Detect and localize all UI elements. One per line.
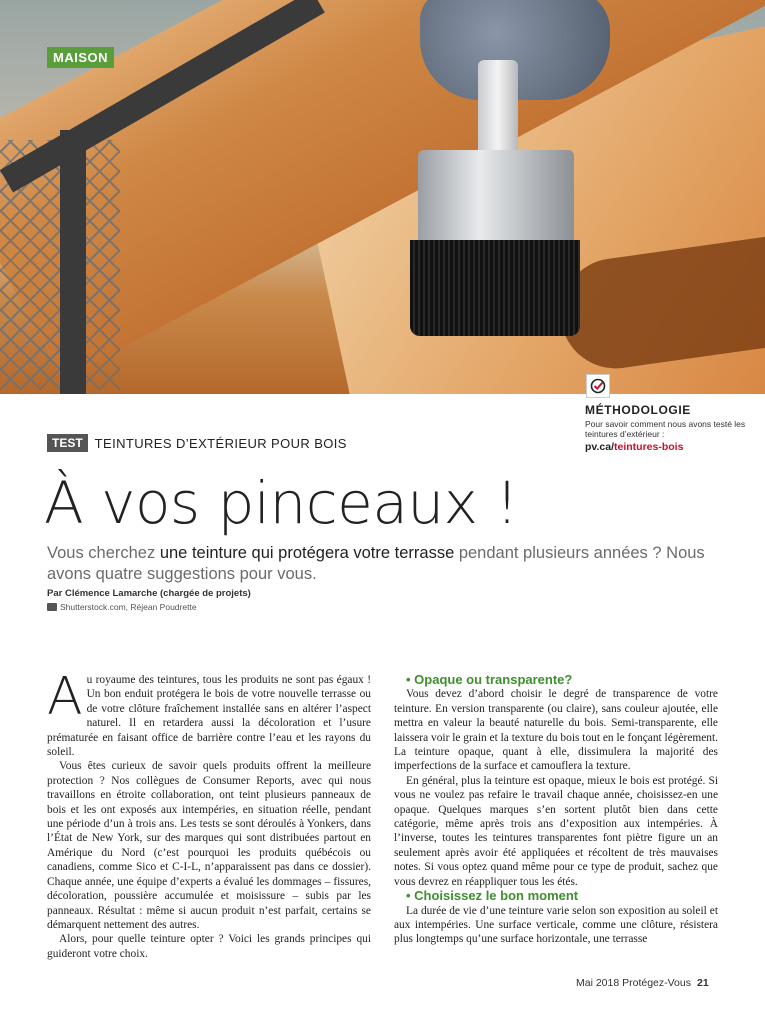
byline: Par Clémence Lamarche (chargée de projets) [47, 588, 251, 599]
headline: À vos pinceaux ! [44, 469, 519, 537]
page-number: 21 [697, 977, 709, 989]
photo-credit [47, 602, 197, 612]
brush-ferrule [418, 150, 574, 242]
column-right [394, 673, 718, 947]
drop-cap: A [47, 667, 83, 727]
dek-part-1: Vous cherchez [47, 544, 160, 562]
paragraph [47, 667, 371, 759]
camera-icon [47, 603, 57, 611]
hero-photo [0, 0, 765, 394]
paragraph: La durée de vie d’une teinture varie selon son exposition au soleil et aux intempéries. Une surface verticale, comme une clôture, résistera plus longtemps qu’une surface horizontale, une terrasse [394, 904, 718, 946]
paragraph: En général, plus la teinture est opaque, mieux le bois est protégé. Si vous ne voulez pas refaire le travail chaque année, choisissez-en une opaque. Quelques marques s’en sortent plutôt bien dans cette catégorie, même après trois ans d’exposition aux intempéries. À l’inverse, toutes les teintures transparentes font piètre figure un an seulement après avoir été appliquées et récoltent de très mauvaises notes. Si vous optez quand même pour ce type de produit, sachez que vous devrez en réappliquer tous les étés. [394, 774, 718, 888]
dek-part-3: pendant plusieurs années ? Nous avons quatre suggestions pour vous. [47, 544, 705, 583]
kicker-text: TEINTURES D’EXTÉRIEUR POUR BOIS [94, 435, 347, 451]
column-left [47, 667, 371, 961]
subheading: • Choisissez le bon moment [406, 888, 579, 904]
paragraph: Vous êtes curieux de savoir quels produits offrent la meilleure protection ? Nos collègues de Consumer Reports, avec qui nous travaillons en étroite collaboration, ont teint plusieurs panneaux de bois et les ont exposés aux intempéries, en situation réelle, pendant une période d’un à trois ans. Les tests se sont déroulés à Yonkers, dans l’État de New York, sur des marques qui sont distribuées partout en Amérique du Nord (c’est pourquoi les produits québécois ou canadiens, comme Sico et C-I-L, n’apparaissent pas dans ce dossier). Chaque année, une équipe d’experts a évalué les dommages – fissures, décoloration, poussière accumulée et moisissure – subis par les panneaux. Résultat : même si aucun produit n’est parfait, certains se démarquent nettement des autres. [47, 760, 371, 931]
paragraph-text: u royaume des teintures, tous les produits ne sont pas égaux ! Un bon enduit protégera le bois de votre nouvelle terrasse ou de votre clôture fraîchement installée sans en altérer l’aspect naturel. Il en retardera aussi la décoloration et l’usure prématurée en faisant office de barrière contre l’eau et les rayons du soleil. [47, 674, 371, 759]
railing-post [60, 130, 86, 394]
checkmark-icon [586, 374, 610, 398]
methodology-heading: MÉTHODOLOGIE [585, 403, 691, 417]
link-prefix: pv.ca/ [585, 441, 614, 453]
paragraph: Alors, pour quelle teinture opter ? Voici les grands principes qui guideront votre choix. [47, 933, 371, 960]
photo-credit-text: Shutterstock.com, Réjean Poudrette [60, 602, 197, 612]
issue-text: Mai 2018 Protégez-Vous [576, 977, 691, 989]
section-tag: MAISON [47, 47, 114, 68]
subheading: • Opaque ou transparente? [406, 672, 573, 687]
paragraph: Vous devez d’abord choisir le degré de transparence de votre teinture. En version transparente (ou claire), sans couleur ajoutée, elle mettra en valeur la beauté naturelle du bois. Semi-transparente, elle laissera voir le grain et la texture du bois tout en le fonçant légèrement. La teinture opaque, quant à elle, dissimulera la majorité des imperfections de la surface et camouflera la texture. [394, 688, 718, 773]
methodology-link[interactable] [585, 441, 755, 453]
brush-bristles [410, 240, 580, 336]
methodology-box [585, 403, 755, 453]
page-footer [576, 977, 709, 989]
dek [47, 543, 737, 585]
dek-highlight: une teinture qui protégera votre terrasse [159, 544, 455, 562]
methodology-text: Pour savoir comment nous avons testé les teintures d’extérieur : [585, 419, 746, 439]
link-path: teintures-bois [614, 441, 684, 453]
brush-handle [478, 60, 518, 160]
kicker [47, 434, 347, 452]
test-badge: TEST [47, 434, 88, 452]
